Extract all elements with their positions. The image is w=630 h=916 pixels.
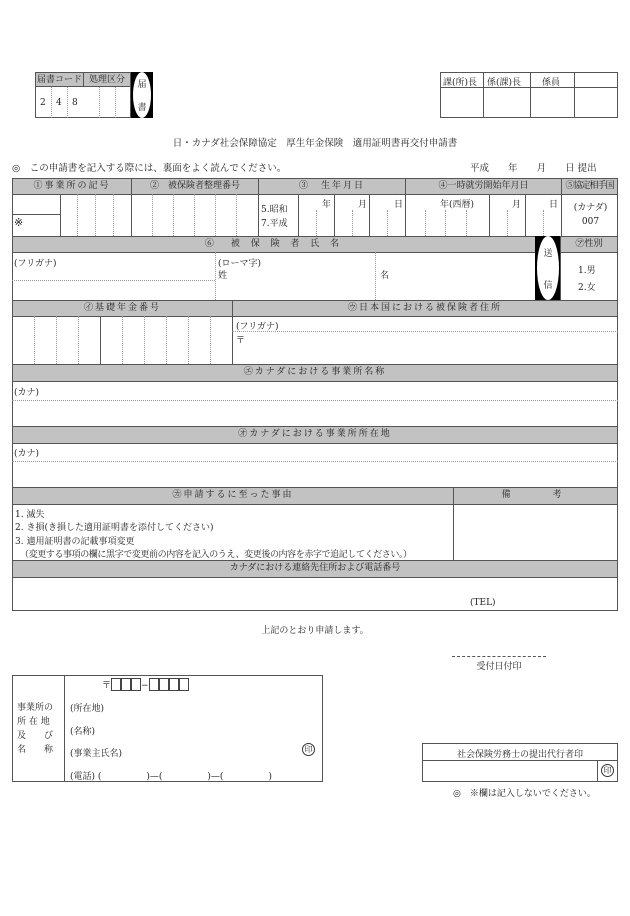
pension-number-header: ㋑基礎年金番号 [12, 300, 233, 317]
month-label: 月 [358, 200, 368, 210]
reason-note: （変更する事項の欄に黒字で変更前の内容を記入のうえ、変更後の内容を赤字で追記してください。） [20, 550, 412, 560]
remarks-header: 備 考 [453, 487, 618, 505]
canada-office-address-header: ㋔カナダにおける事業所所在地 [12, 426, 618, 444]
name-label: (名称) [70, 727, 96, 737]
code-digit: 4 [56, 98, 62, 108]
agent-seal-header: 社会保険労務士の提出代行者印 [456, 750, 583, 760]
postal-mark: 〒 [236, 336, 246, 346]
owner-name-label: (事業主氏名) [70, 749, 123, 759]
kana-label: (カナ) [14, 388, 40, 398]
year-label: 年 [322, 200, 332, 210]
kana-label: (カナ) [14, 449, 40, 459]
approval-col: 課(所)長 [443, 78, 478, 88]
japan-address-header: ㋒日本国における被保険者住所 [232, 300, 618, 317]
employer-postal: 〒 − [102, 678, 189, 691]
era-showa: 5.昭和 [261, 205, 288, 215]
approval-col: 係(課)長 [487, 78, 522, 88]
code-digit: 8 [72, 98, 78, 108]
romaji-label: (ローマ字) [218, 259, 262, 269]
notice: ◎ この申請書を記入する際には、裏面をよく読んでください。 [12, 163, 287, 174]
reason-item: 3. 適用証明書の記載事項変更 [15, 537, 135, 547]
reason-item: 2. き損(き損した適用証明書を添付してください) [15, 523, 214, 533]
receipt-date-stamp: 受付日付印 [452, 656, 546, 670]
insured-number-header: ② 被保険者整理番号 [131, 178, 259, 195]
birth-date-header: ③ 生年月日 [258, 178, 406, 195]
era-heisei: 7.平成 [261, 219, 288, 229]
canada-contact-header: カナダにおける連絡先住所および電話番号 [12, 560, 618, 578]
given-name-label: 名 [380, 271, 390, 281]
address-furigana-label: (フリガナ) [236, 322, 279, 332]
partner-country-header: ⑤協定相手国 [561, 178, 618, 195]
sex-header: ㋐性別 [560, 236, 618, 253]
canada-office-name-header: ㋓カナダにおける事業所名称 [12, 364, 618, 382]
code-digit: 2 [40, 98, 46, 108]
country-code: 007 [581, 217, 600, 227]
country-name: (カナダ) [573, 203, 608, 213]
day-label: 日 [394, 200, 404, 210]
form-code-label: 届書コード [35, 72, 84, 87]
sex-option-female: 2.女 [578, 283, 596, 293]
employer-box [12, 675, 323, 782]
submit-date: 平成 年 月 日 提出 [470, 163, 597, 174]
surname-label: 姓 [218, 271, 228, 281]
sex-option-male: 1.男 [578, 266, 596, 276]
employer-label: 事業所の 所 在 地 及 び 名 称 [17, 703, 54, 755]
month-label: 月 [512, 200, 522, 210]
seal-icon: 印 [302, 743, 315, 756]
declaration: 上記のとおり申請します。 [261, 626, 369, 636]
work-start-header: ④一時就労開始年月日 [405, 178, 562, 195]
location-label: (所在地) [70, 704, 105, 714]
reason-header: ㋕申請するに至った事由 [12, 487, 454, 505]
process-category-label: 処理区分 [83, 72, 131, 87]
footnote: ◎ ※欄は記入しないでください。 [453, 789, 596, 799]
send-stamp: 送 信 [535, 236, 561, 300]
insured-name-header: ⑥ 被 保 険 者 氏 名 [12, 236, 536, 253]
seal-icon: 印 [601, 764, 614, 777]
tel-label: (TEL) [470, 598, 496, 608]
asterisk-field: ※ [14, 216, 24, 229]
approval-col: 係員 [542, 78, 561, 88]
office-code-header: ①事業所の記号 [12, 178, 132, 195]
day-label: 日 [549, 200, 559, 210]
page-title: 日・カナダ社会保障協定 厚生年金保険 適用証明書再交付申請書 [172, 138, 458, 149]
notification-stamp: 届 書 [131, 72, 153, 118]
western-year-label: 年(西暦) [440, 200, 475, 210]
reason-item: 1. 滅失 [15, 510, 45, 520]
furigana-label: (フリガナ) [14, 259, 57, 269]
phone-label: (電話) ( )—( )—( ) [70, 772, 272, 782]
